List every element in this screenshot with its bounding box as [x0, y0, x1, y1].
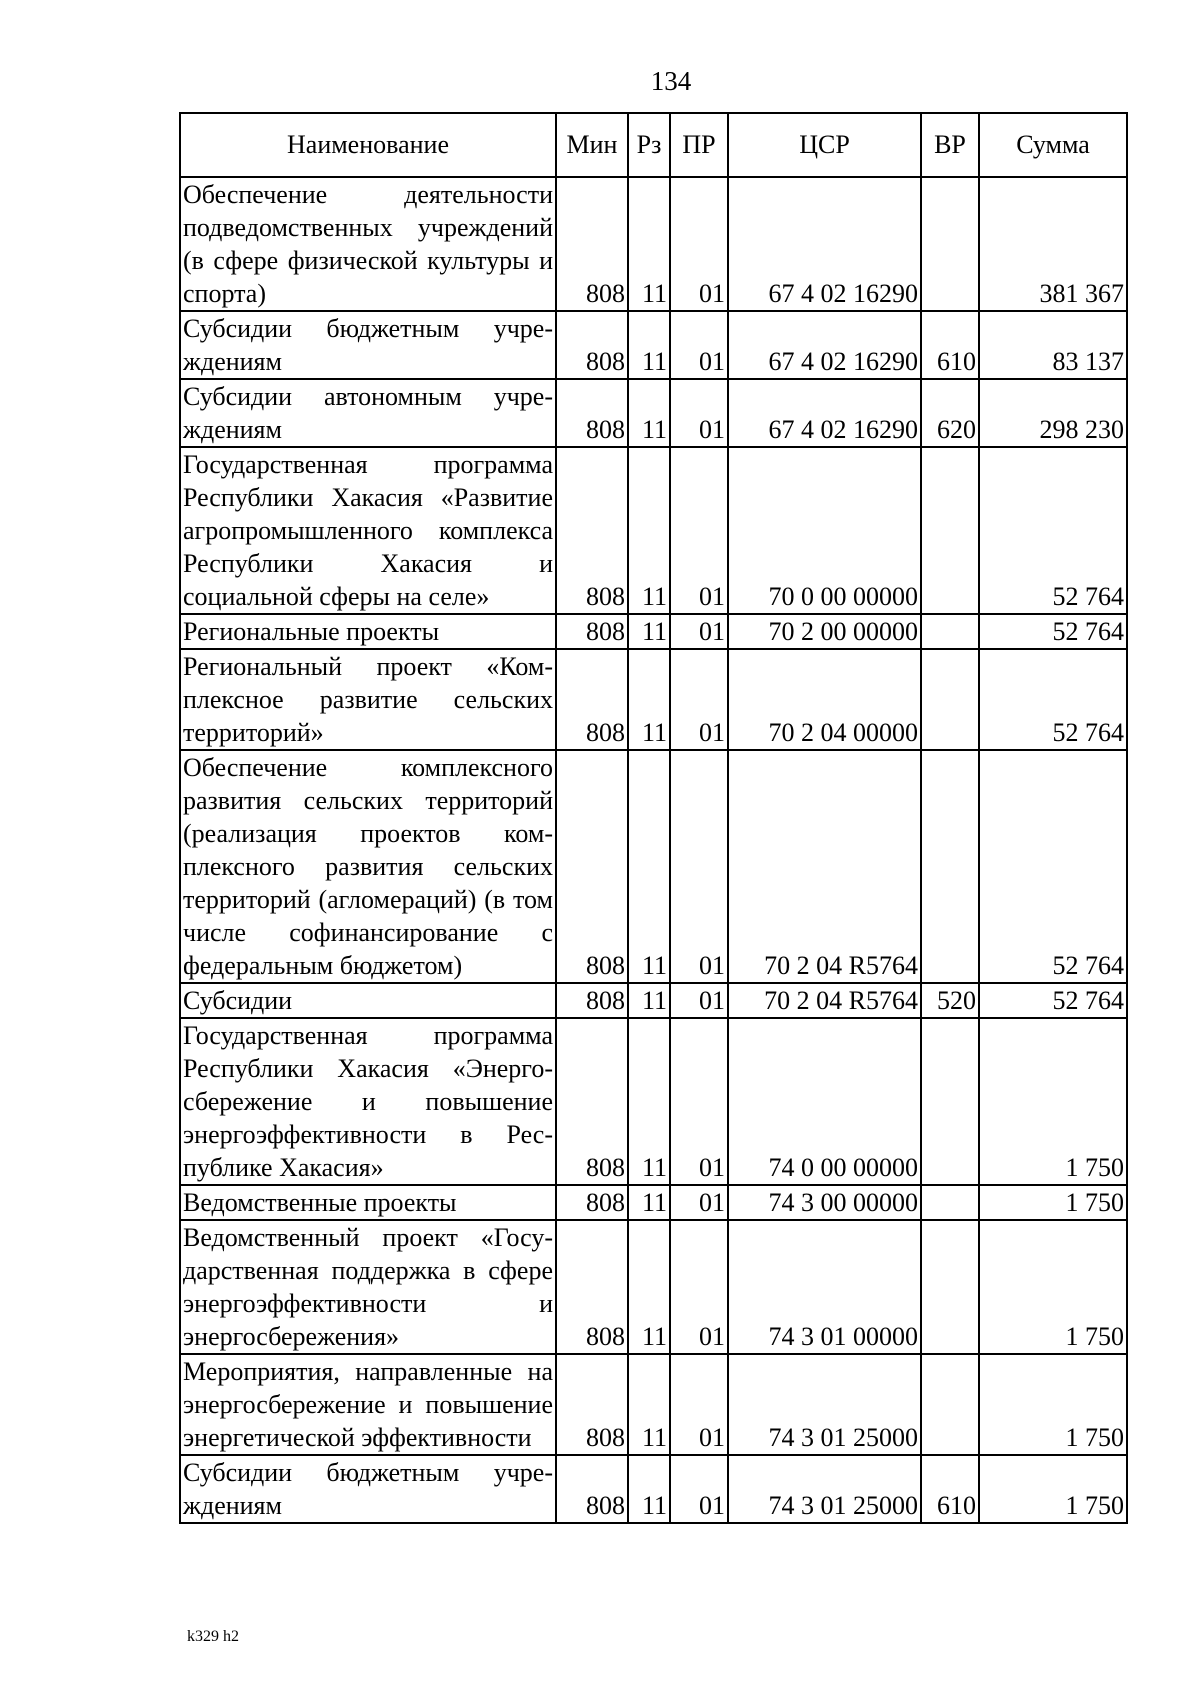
- row-sum: 52 764: [979, 614, 1127, 649]
- row-pr: 01: [670, 1018, 728, 1185]
- row-pr: 01: [670, 447, 728, 614]
- row-sum: 381 367: [979, 177, 1127, 311]
- row-csr: 67 4 02 16290: [728, 311, 921, 379]
- table-row: [180, 1220, 1127, 1354]
- row-csr: 74 0 00 00000: [728, 1018, 921, 1185]
- row-rz: 11: [628, 983, 670, 1018]
- table-row: [180, 1354, 1127, 1455]
- row-sum: 1 750: [979, 1220, 1127, 1354]
- row-csr: 70 2 04 R5764: [728, 750, 921, 983]
- row-name: Субсидии бюджетным учреждениям: [180, 1455, 556, 1523]
- row-rz: 11: [628, 750, 670, 983]
- row-sum: 52 764: [979, 447, 1127, 614]
- row-csr: 74 3 01 25000: [728, 1354, 921, 1455]
- row-sum: 83 137: [979, 311, 1127, 379]
- row-min: 808: [556, 614, 628, 649]
- row-min: 808: [556, 1455, 628, 1523]
- row-csr: 70 0 00 00000: [728, 447, 921, 614]
- table-row: [180, 614, 1127, 649]
- table-header-row: [180, 113, 1127, 177]
- row-name: Государственная программа Республики Хакасия «Энергосбережение и повышение энергоэффективности в Республике Хакасия»: [180, 1018, 556, 1185]
- row-min: 808: [556, 1185, 628, 1220]
- row-sum: 52 764: [979, 983, 1127, 1018]
- row-pr: 01: [670, 983, 728, 1018]
- row-vr: [921, 177, 979, 311]
- header-sum: Сумма: [979, 113, 1127, 177]
- header-min: Мин: [556, 113, 628, 177]
- row-name: Субсидии автономным учреждениям: [180, 379, 556, 447]
- row-rz: 11: [628, 1220, 670, 1354]
- row-pr: 01: [670, 1455, 728, 1523]
- table-row: [180, 750, 1127, 983]
- row-pr: 01: [670, 649, 728, 750]
- row-name: Субсидии бюджетным учреждениям: [180, 311, 556, 379]
- row-vr: [921, 1354, 979, 1455]
- row-vr: [921, 750, 979, 983]
- row-vr: [921, 1018, 979, 1185]
- row-csr: 70 2 00 00000: [728, 614, 921, 649]
- row-min: 808: [556, 983, 628, 1018]
- row-name: Мероприятия, направленные на энергосбережение и повышение энергетической эффективности: [180, 1354, 556, 1455]
- header-name: Наименование: [180, 113, 556, 177]
- row-vr: [921, 614, 979, 649]
- row-name: Обеспечение деятельности подведомственных учреждений (в сфере физической культуры и спорта): [180, 177, 556, 311]
- row-name: Государственная программа Республики Хакасия «Развитие агропромышленного комплекса Республики Хакасия и социальной сферы на селе»: [180, 447, 556, 614]
- row-rz: 11: [628, 177, 670, 311]
- row-vr: [921, 1220, 979, 1354]
- row-sum: 52 764: [979, 750, 1127, 983]
- row-pr: 01: [670, 614, 728, 649]
- row-name: Обеспечение комплексного развития сельских территорий (реализация проектов комплексного развития сельских территорий (агломераций) (в том числе софинансирование с федеральным бюджетом): [180, 750, 556, 983]
- row-sum: 52 764: [979, 649, 1127, 750]
- row-name: Ведомственные проекты: [180, 1185, 556, 1220]
- row-pr: 01: [670, 177, 728, 311]
- row-sum: 298 230: [979, 379, 1127, 447]
- row-rz: 11: [628, 379, 670, 447]
- row-min: 808: [556, 447, 628, 614]
- row-min: 808: [556, 1018, 628, 1185]
- header-rz: Рз: [628, 113, 670, 177]
- header-csr: ЦСР: [728, 113, 921, 177]
- row-name: Региональные проекты: [180, 614, 556, 649]
- table-row: [180, 1185, 1127, 1220]
- table-row: [180, 311, 1127, 379]
- row-sum: 1 750: [979, 1354, 1127, 1455]
- budget-table: [179, 112, 1128, 1524]
- row-pr: 01: [670, 750, 728, 983]
- table-row: [180, 1455, 1127, 1523]
- row-rz: 11: [628, 649, 670, 750]
- row-rz: 11: [628, 447, 670, 614]
- table-row: [180, 1018, 1127, 1185]
- row-vr: [921, 447, 979, 614]
- row-rz: 11: [628, 311, 670, 379]
- row-name: Региональный проект «Комплексное развитие сельских территорий»: [180, 649, 556, 750]
- row-rz: 11: [628, 1354, 670, 1455]
- row-min: 808: [556, 1354, 628, 1455]
- row-name: Ведомственный проект «Государственная поддержка в сфере энергоэффективности и энергосбережения»: [180, 1220, 556, 1354]
- page-number: 134: [650, 66, 692, 96]
- row-min: 808: [556, 1220, 628, 1354]
- row-min: 808: [556, 177, 628, 311]
- row-vr: 620: [921, 379, 979, 447]
- row-pr: 01: [670, 1220, 728, 1354]
- row-min: 808: [556, 750, 628, 983]
- table-row: [180, 983, 1127, 1018]
- row-csr: 70 2 04 R5764: [728, 983, 921, 1018]
- row-pr: 01: [670, 379, 728, 447]
- header-vr: ВР: [921, 113, 979, 177]
- row-rz: 11: [628, 1455, 670, 1523]
- row-min: 808: [556, 379, 628, 447]
- row-csr: 74 3 00 00000: [728, 1185, 921, 1220]
- row-vr: [921, 649, 979, 750]
- row-rz: 11: [628, 1185, 670, 1220]
- row-name: Субсидии: [180, 983, 556, 1018]
- row-vr: 610: [921, 311, 979, 379]
- table-row: [180, 649, 1127, 750]
- row-pr: 01: [670, 1354, 728, 1455]
- table-row: [180, 379, 1127, 447]
- row-csr: 74 3 01 00000: [728, 1220, 921, 1354]
- row-rz: 11: [628, 1018, 670, 1185]
- row-pr: 01: [670, 311, 728, 379]
- table-row: [180, 447, 1127, 614]
- row-sum: 1 750: [979, 1185, 1127, 1220]
- row-csr: 70 2 04 00000: [728, 649, 921, 750]
- row-min: 808: [556, 311, 628, 379]
- row-vr: [921, 1185, 979, 1220]
- row-csr: 74 3 01 25000: [728, 1455, 921, 1523]
- row-csr: 67 4 02 16290: [728, 379, 921, 447]
- row-vr: 610: [921, 1455, 979, 1523]
- table-row: [180, 177, 1127, 311]
- row-min: 808: [556, 649, 628, 750]
- row-csr: 67 4 02 16290: [728, 177, 921, 311]
- row-vr: 520: [921, 983, 979, 1018]
- footer-code: k329 h2: [187, 1628, 239, 1645]
- row-pr: 01: [670, 1185, 728, 1220]
- row-rz: 11: [628, 614, 670, 649]
- header-pr: ПР: [670, 113, 728, 177]
- row-sum: 1 750: [979, 1018, 1127, 1185]
- row-sum: 1 750: [979, 1455, 1127, 1523]
